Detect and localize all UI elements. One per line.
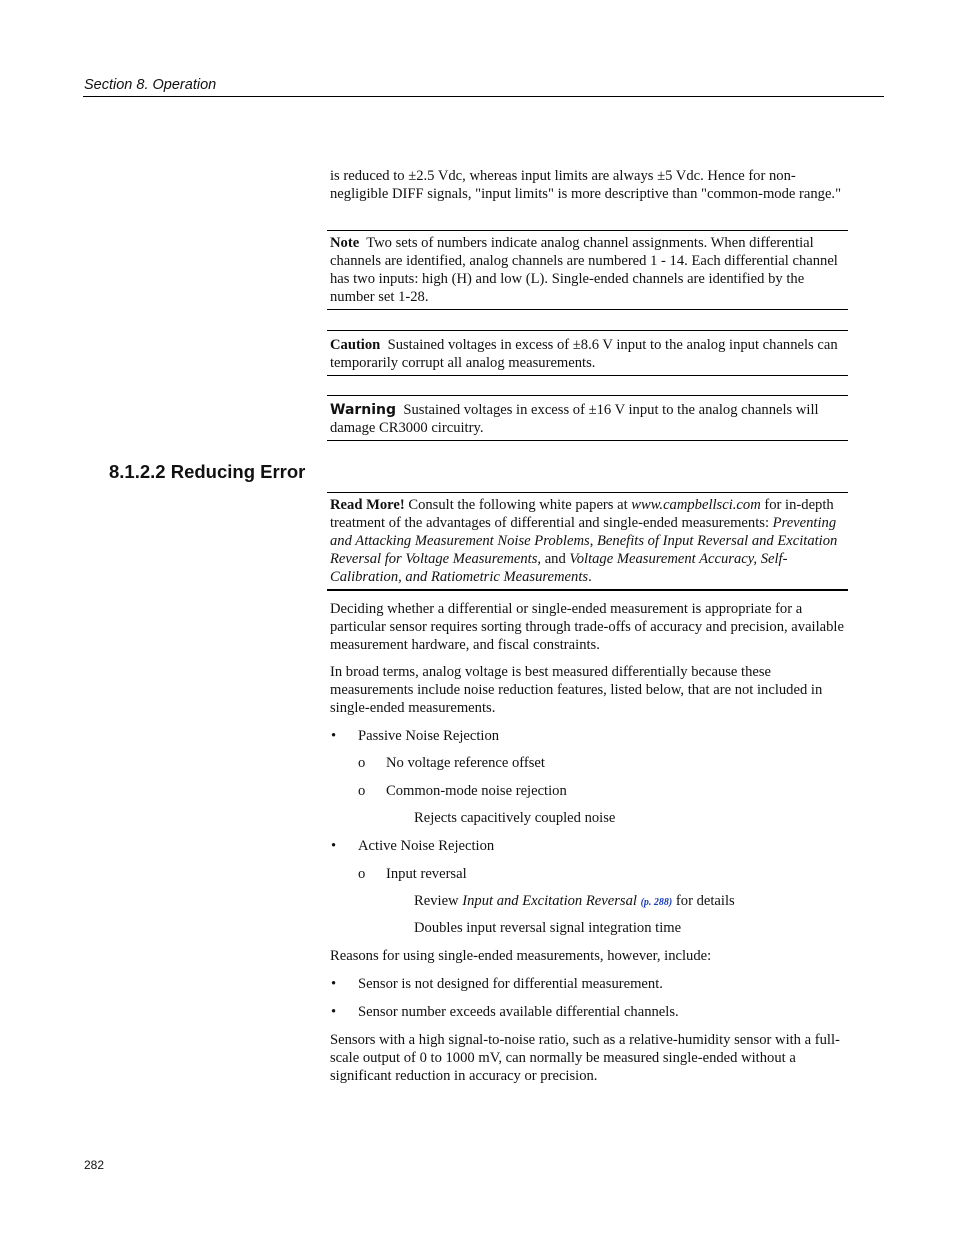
warning-top-rule bbox=[327, 395, 848, 396]
reasons-intro: Reasons for using single-ended measurements, however, include: bbox=[330, 948, 712, 964]
read-more-top-rule bbox=[327, 492, 848, 493]
list-item-review bbox=[414, 892, 848, 912]
read-more-box bbox=[330, 496, 848, 586]
review-prefix: Review bbox=[414, 893, 459, 909]
section-heading: 8.1.2.2 Reducing Error bbox=[109, 461, 306, 482]
read-more-sep-1: , bbox=[589, 533, 594, 549]
note-bottom-rule bbox=[327, 309, 848, 310]
list-item-doubles: Doubles input reversal signal integration time bbox=[414, 920, 682, 936]
sub-bullet-icon: o bbox=[358, 783, 366, 799]
read-more-bottom-rule bbox=[327, 589, 848, 591]
header-rule bbox=[83, 96, 884, 97]
read-more-end: . bbox=[588, 569, 592, 585]
running-head: Section 8. Operation bbox=[84, 77, 217, 93]
bullet-icon: • bbox=[331, 728, 337, 744]
list-item-common-mode: Common-mode noise rejection bbox=[386, 783, 567, 799]
list-item-no-offset: No voltage reference offset bbox=[386, 755, 545, 771]
read-more-site-link[interactable]: www.campbellsci.com bbox=[631, 497, 761, 513]
list-item-input-reversal: Input reversal bbox=[386, 866, 467, 882]
caution-label: Caution bbox=[330, 337, 381, 353]
sub-bullet-icon: o bbox=[358, 755, 366, 771]
review-link[interactable]: Input and Excitation Reversal bbox=[462, 893, 637, 909]
warning-box bbox=[330, 401, 848, 437]
note-box bbox=[330, 234, 848, 306]
note-top-rule bbox=[327, 230, 848, 231]
bullet-icon: • bbox=[331, 976, 337, 992]
list-item-reason-1: Sensor is not designed for differential measurement. bbox=[358, 976, 663, 992]
paragraph-2: In broad terms, analog voltage is best measured differentially because these measurements include noise reduction features, listed below, that are not included in single-ended measurements. bbox=[330, 664, 823, 716]
bullet-icon: • bbox=[331, 1004, 337, 1020]
bullet-icon: • bbox=[331, 838, 337, 854]
list-item-passive: Passive Noise Rejection bbox=[358, 728, 500, 744]
warning-text: Sustained voltages in excess of ±16 V input to the analog channels will damage CR3000 circuitry. bbox=[330, 402, 819, 436]
caution-box bbox=[330, 336, 848, 372]
read-more-text-2: for in-depth treatment of the advantages of differential and single-ended measurements: bbox=[330, 497, 834, 531]
warning-label: Warning bbox=[330, 402, 397, 418]
review-suffix: for details bbox=[675, 893, 735, 909]
list-item-reason-2: Sensor number exceeds available differential channels. bbox=[358, 1004, 679, 1020]
paragraph-1: Deciding whether a differential or single-ended measurement is appropriate for a particular sensor requires sorting through trade-offs of accuracy and precision, available measurement hardware, and fiscal constraints. bbox=[330, 601, 844, 653]
caution-top-rule bbox=[327, 330, 848, 331]
read-more-paper-2: Benefits of Input Reversal and Excitation Reversal for Voltage Measurements bbox=[330, 533, 838, 567]
note-text: Two sets of numbers indicate analog channel assignments. When differential channels are identified, analog channels are numbered 1 - 14. Each differential channel has two inputs: high (H) and low (L). Single-ended channels are identified by the number set 1-28. bbox=[330, 235, 838, 305]
list-item-active: Active Noise Rejection bbox=[358, 838, 495, 854]
read-more-paper-1: Preventing and Attacking Measurement Noise Problems bbox=[330, 515, 837, 549]
read-more-sep-2: , and bbox=[537, 551, 566, 567]
caution-text: Sustained voltages in excess of ±8.6 V input to the analog input channels can temporarily corrupt all analog measurements. bbox=[330, 337, 838, 371]
paragraph-3: Sensors with a high signal-to-noise ratio, such as a relative-humidity sensor with a full-scale output of 0 to 1000 mV, can normally be measured single-ended without a significant reduction in accuracy or precision. bbox=[330, 1032, 840, 1084]
sub-bullet-icon: o bbox=[358, 866, 366, 882]
read-more-paper-3: Voltage Measurement Accuracy, Self-Calibration, and Ratiometric Measurements bbox=[330, 551, 788, 585]
note-label: Note bbox=[330, 235, 360, 251]
read-more-label: Read More! bbox=[330, 497, 405, 513]
page-number: 282 bbox=[84, 1158, 105, 1172]
list-item-rejects: Rejects capacitively coupled noise bbox=[414, 810, 616, 826]
intro-paragraph: is reduced to ±2.5 Vdc, whereas input limits are always ±5 Vdc. Hence for non-negligible DIFF signals, "input limits" is more descriptive than "common-mode range." bbox=[330, 168, 842, 202]
page-reference-link[interactable]: (p. 288) bbox=[640, 897, 673, 908]
caution-bottom-rule bbox=[327, 375, 848, 376]
read-more-text-1: Consult the following white papers at bbox=[408, 497, 628, 513]
warning-bottom-rule bbox=[327, 440, 848, 441]
